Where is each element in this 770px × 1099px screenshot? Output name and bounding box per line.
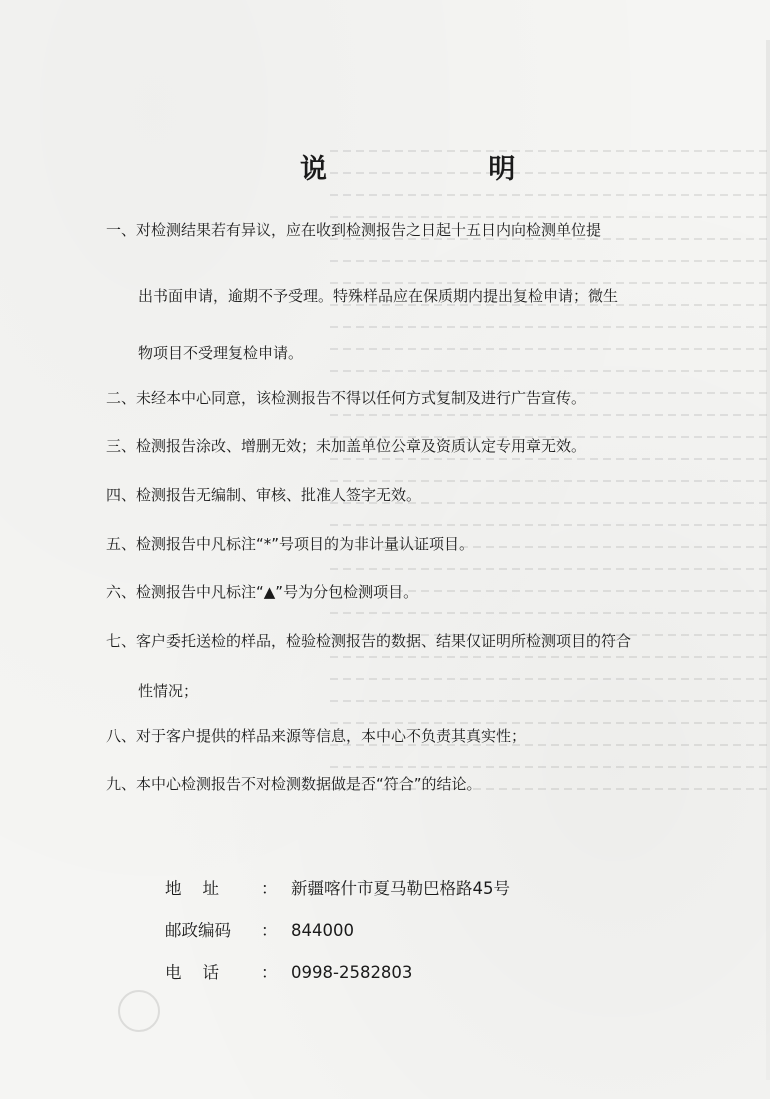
- postcode-colon: ：: [261, 921, 278, 940]
- notice-item-1-line-3: 物项目不受理复检申请。: [138, 344, 304, 362]
- notice-item-4: 四、检测报告无编制、审核、批准人签字无效。: [106, 486, 422, 504]
- notice-item-1-line-2: 出书面申请，逾期不予受理。特殊样品应在保质期内提出复检申请；微生: [138, 287, 619, 305]
- notice-item-1: 一、对检测结果若有异议，应在收到检测报告之日起十五日内向检测单位提: [106, 221, 602, 239]
- notice-item-3: 三、检测报告涂改、增删无效；未加盖单位公章及资质认定专用章无效。: [106, 437, 587, 455]
- address-label: 地 址: [165, 879, 219, 898]
- contact-phone-row: [165, 962, 412, 984]
- address-value: 新疆喀什市夏马勒巴格路45号: [291, 879, 510, 898]
- notice-item-9: 九、本中心检测报告不对检测数据做是否“符合”的结论。: [106, 775, 482, 793]
- postcode-label: 邮政编码: [165, 921, 231, 940]
- page-title: 说 明: [300, 154, 592, 185]
- faint-seal-mark: [118, 990, 160, 1032]
- phone-value: 0998-2582803: [291, 963, 413, 982]
- notice-item-8: 八、对于客户提供的样品来源等信息，本中心不负责其真实性；: [106, 727, 527, 745]
- phone-label: 电 话: [165, 963, 219, 982]
- notice-item-2: 二、未经本中心同意，该检测报告不得以任何方式复制及进行广告宣传。: [106, 389, 587, 407]
- notice-item-7: 七、客户委托送检的样品，检验检测报告的数据、结果仅证明所检测项目的符合: [106, 632, 632, 650]
- postcode-value: 844000: [291, 921, 354, 940]
- notice-item-5: 五、检测报告中凡标注“*”号项目的为非计量认证项目。: [106, 535, 475, 553]
- address-colon: ：: [261, 879, 278, 898]
- scan-edge-shadow: [766, 40, 770, 1080]
- phone-colon: ：: [261, 963, 278, 982]
- notice-item-6: 六、检测报告中凡标注“▲”号为分包检测项目。: [106, 583, 419, 601]
- bleed-through-texture: [330, 150, 770, 870]
- contact-postcode-row: [165, 920, 354, 942]
- contact-address-row: [165, 878, 510, 900]
- notice-item-7-line-2: 性情况；: [138, 682, 199, 700]
